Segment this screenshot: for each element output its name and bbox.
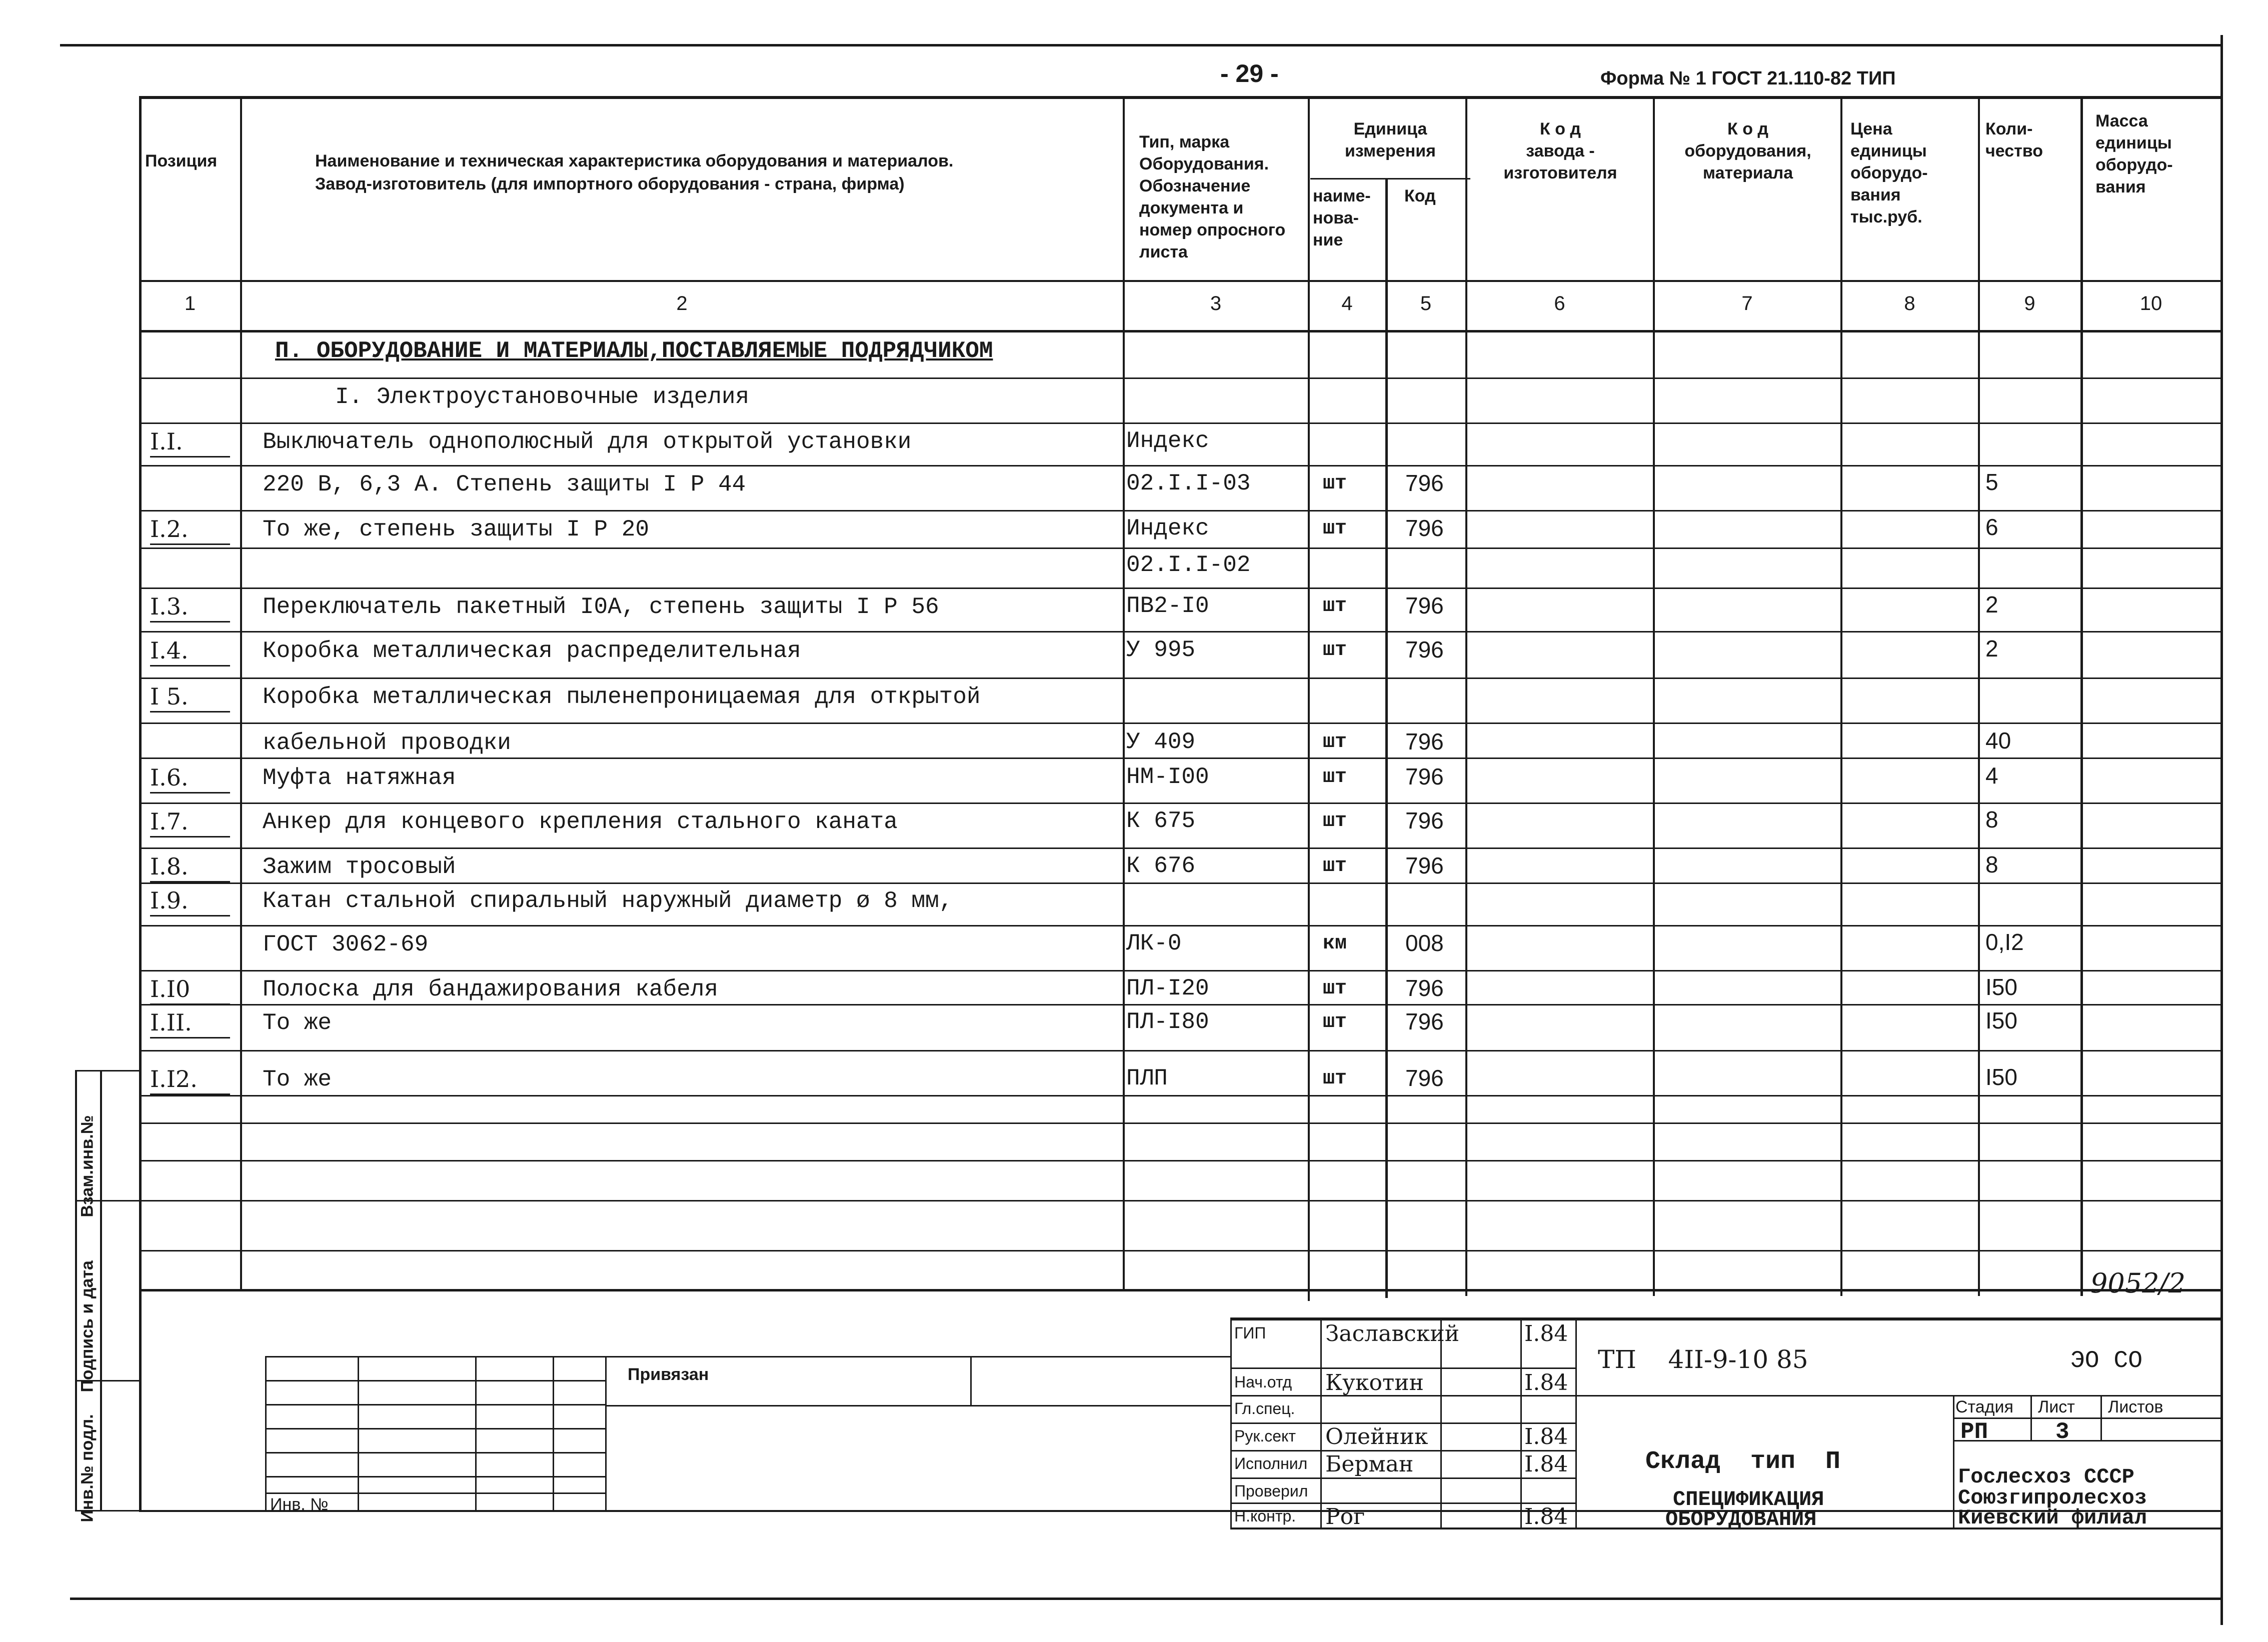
row-position: I.7. (150, 808, 189, 835)
row-name: П. ОБОРУДОВАНИЕ И МАТЕРИАЛЫ,ПОСТАВЛЯЕМЫЕ ПОДРЯДЧИКОМ (275, 338, 993, 364)
position-underline (150, 915, 230, 916)
row-divider (139, 925, 2220, 926)
row-type: ПЛП (1126, 1066, 1168, 1092)
page-number: - 29 - (1220, 60, 1279, 88)
row-unit-code: 796 (1405, 1065, 1444, 1091)
side-label-sign-date: Подпись и дата (78, 1260, 97, 1392)
position-underline (150, 1004, 230, 1005)
colnum-2: 2 (676, 292, 688, 314)
row-position: I.9. (150, 887, 189, 914)
row-quantity: 8 (1985, 852, 1998, 878)
row-name: То же (263, 1066, 332, 1092)
header-unit-name: наиме- нова- ние (1313, 186, 1371, 250)
row-name: кабельной проводки (263, 730, 511, 756)
colnum-1: 1 (184, 292, 196, 314)
signature-role: Проверил (1234, 1482, 1308, 1500)
signature-date: I.84 (1524, 1321, 1568, 1346)
label-stage: Стадия (1955, 1398, 2013, 1416)
row-divider (139, 722, 2220, 724)
row-unit: шт (1323, 766, 1347, 788)
signature-role: Исполнил (1234, 1454, 1308, 1472)
row-unit: шт (1323, 978, 1347, 1000)
row-type: К 675 (1126, 808, 1196, 834)
row-quantity: I50 (1985, 974, 2017, 1000)
row-unit-code: 796 (1405, 470, 1444, 496)
row-divider (139, 678, 2220, 679)
row-position: I.8. (150, 853, 189, 880)
row-unit: шт (1323, 810, 1347, 832)
row-divider (139, 1095, 2220, 1096)
row-unit-code: 796 (1405, 728, 1444, 754)
position-underline (150, 1037, 230, 1038)
row-name: 220 В, 6,3 А. Степень защиты I Р 44 (263, 472, 746, 498)
row-unit-code: 796 (1405, 764, 1444, 790)
row-type: ЛК-0 (1126, 930, 1182, 956)
colnum-9: 9 (2024, 292, 2035, 314)
row-divider (139, 548, 2220, 549)
row-unit: шт (1323, 472, 1347, 495)
sheet-value: 3 (2055, 1419, 2069, 1445)
position-underline (150, 544, 230, 545)
row-name: Зажим тросовый (263, 854, 456, 880)
row-quantity: 2 (1985, 592, 1998, 618)
header-position: Позиция (145, 152, 218, 170)
row-unit-code: 796 (1405, 1008, 1444, 1034)
row-quantity: 2 (1985, 636, 1998, 662)
colnum-10: 10 (2139, 292, 2162, 314)
org-line3: Киевский филиал (1958, 1506, 2147, 1530)
signature-name: Олейник (1325, 1424, 1428, 1450)
row-divider (139, 970, 2220, 972)
label-sheets: Листов (2108, 1398, 2163, 1416)
row-name: Выключатель однополюсный для открытой установки (263, 429, 912, 455)
row-divider (139, 588, 2220, 589)
row-name: Муфта натяжная (263, 765, 456, 791)
row-name: Катан стальной спиральный наружный диаметр ø 8 мм, (263, 888, 953, 914)
org-line1: Гослесхоз СССР (1958, 1465, 2134, 1489)
row-quantity: 4 (1985, 762, 1998, 788)
row-position: I.I2. (150, 1066, 198, 1092)
row-type: ПЛ-I20 (1126, 976, 1209, 1002)
position-underline (150, 836, 230, 838)
row-position: I.4. (150, 637, 189, 664)
row-divider (139, 465, 2220, 466)
row-unit: шт (1323, 1011, 1347, 1034)
row-quantity: 0,I2 (1985, 929, 2024, 955)
signature-name: Заславский (1325, 1321, 1460, 1346)
row-divider (139, 378, 2220, 379)
row-unit: шт (1323, 595, 1347, 618)
title-object: Склад тип П (1645, 1448, 1841, 1476)
signature-role: ГИП (1234, 1324, 1266, 1342)
header-type: Тип, марка Оборудования. Обозначение документа и номер опросного листа (1139, 132, 1286, 262)
row-type: К 676 (1126, 853, 1196, 879)
signature-name: Кукотин (1325, 1370, 1424, 1396)
colnum-7: 7 (1741, 292, 1753, 314)
row-unit-code: 796 (1405, 515, 1444, 541)
page-top-border (60, 44, 2220, 46)
signature-role: Гл.спец. (1234, 1400, 1295, 1418)
header-unit: Единица измерения (1345, 120, 1436, 160)
row-position: I.2. (150, 516, 189, 542)
org-line2: Союзгипролесхоз (1958, 1486, 2147, 1510)
row-unit-code: 796 (1405, 592, 1444, 618)
signature-role: Нач.отд (1234, 1373, 1292, 1391)
colnum-6: 6 (1554, 292, 1565, 314)
header-name-line2: Завод-изготовитель (для импортного оборудования - страна, фирма) (315, 174, 905, 194)
row-name: ГОСТ 3062-69 (263, 932, 429, 958)
title-doc-line1: СПЕЦИФИКАЦИЯ (1673, 1488, 1824, 1512)
row-unit: шт (1323, 1068, 1347, 1090)
row-position: I.3. (150, 593, 189, 620)
doc-reference: 9052/2 (2090, 1268, 2185, 1299)
colnum-4: 4 (1341, 292, 1353, 314)
row-name: I. Электроустановочные изделия (335, 384, 750, 410)
row-type: У 995 (1126, 637, 1196, 663)
header-mass: Масса единицы оборудо- вания (2095, 112, 2173, 196)
row-divider (139, 882, 2220, 884)
project-number: ТП 4II-9-10 85 (1598, 1345, 1808, 1374)
row-quantity: 6 (1985, 514, 1998, 540)
row-type: Индекс (1126, 428, 1209, 454)
row-quantity: 5 (1985, 469, 1998, 495)
row-type: НМ-I00 (1126, 764, 1209, 790)
row-unit: шт (1323, 518, 1347, 540)
signature-date: I.84 (1524, 1370, 1568, 1396)
row-divider (139, 802, 2220, 804)
row-position: I.II. (150, 1009, 192, 1036)
row-unit: шт (1323, 639, 1347, 662)
row-divider (139, 422, 2220, 424)
row-divider (139, 631, 2220, 632)
row-name: Анкер для концевого крепления стального каната (263, 809, 898, 835)
side-label-inv-orig: Инв.№ подл. (78, 1414, 97, 1522)
row-position: I.I0 (150, 976, 191, 1002)
row-unit-code: 796 (1405, 975, 1444, 1001)
label-privyazan: Привязан (628, 1365, 709, 1384)
doc-mark: ЭО СО (2070, 1348, 2143, 1374)
row-name: Переключатель пакетный I0А, степень защиты I Р 56 (263, 594, 939, 620)
position-underline (150, 665, 230, 666)
header-name-line1: Наименование и техническая характеристика оборудования и материалов. (315, 152, 954, 170)
row-quantity: 8 (1985, 806, 1998, 832)
stage-value: РП (1960, 1419, 1988, 1445)
row-quantity: 40 (1985, 728, 2011, 754)
row-type: 02.I.I-02 (1126, 552, 1251, 578)
row-unit-code: 796 (1405, 808, 1444, 834)
row-divider (139, 1050, 2220, 1052)
row-name: Коробка металлическая пыленепроницаемая для открытой (263, 684, 981, 710)
position-underline (150, 621, 230, 622)
row-quantity: I50 (1985, 1008, 2017, 1034)
label-inv-no: Инв. № (270, 1495, 329, 1514)
signature-date: I.84 (1524, 1424, 1568, 1450)
form-label: Форма № 1 ГОСТ 21.110-82 ТИП (1600, 68, 1896, 89)
row-position: I.6. (150, 764, 189, 791)
row-type: Индекс (1126, 516, 1209, 542)
row-divider (139, 848, 2220, 849)
signature-name: Рог (1325, 1504, 1365, 1530)
row-type: 02.I.I-03 (1126, 470, 1251, 496)
row-unit: шт (1323, 855, 1347, 878)
colnum-8: 8 (1904, 292, 1915, 314)
colnum-3: 3 (1210, 292, 1222, 314)
side-label-inv-replace: Взам.инв.№ (78, 1115, 97, 1218)
page-right-border (2220, 35, 2223, 1625)
row-position: I.I. (150, 428, 183, 455)
row-type: У 409 (1126, 729, 1196, 755)
row-name: То же (263, 1010, 332, 1036)
row-name: Полоска для бандажирования кабеля (263, 976, 718, 1002)
row-type: ПВ2-I0 (1126, 593, 1209, 619)
row-unit: шт (1323, 731, 1347, 754)
header-material-code: К о д оборудования, материала (1684, 120, 1811, 182)
signature-date: I.84 (1524, 1504, 1568, 1530)
row-divider (139, 758, 2220, 759)
row-position: I 5. (150, 683, 189, 710)
signature-name: Берман (1325, 1452, 1414, 1477)
header-price: Цена единицы оборудо- вания тыс.руб. (1850, 120, 1928, 226)
position-underline (150, 711, 230, 712)
header-factory-code: К о д завода - изготовителя (1503, 120, 1617, 182)
signature-date: I.84 (1524, 1452, 1568, 1477)
row-type: ПЛ-I80 (1126, 1009, 1209, 1035)
row-divider (139, 1004, 2220, 1006)
header-unit-code: Код (1404, 186, 1436, 206)
colnum-5: 5 (1420, 292, 1432, 314)
position-underline (150, 1094, 230, 1095)
row-unit-code: 796 (1405, 852, 1444, 878)
row-unit-code: 008 (1405, 930, 1444, 956)
page-bottom-border (70, 1598, 2220, 1600)
row-quantity: I50 (1985, 1064, 2017, 1090)
title-doc-line2: ОБОРУДОВАНИЯ (1665, 1508, 1817, 1532)
signature-role: Н.контр. (1234, 1507, 1296, 1525)
position-underline (150, 881, 230, 882)
row-name: То же, степень защиты I Р 20 (263, 516, 649, 542)
row-name: Коробка металлическая распределительная (263, 638, 801, 664)
position-underline (150, 792, 230, 794)
signature-role: Рук.сект (1234, 1427, 1296, 1445)
row-unit: км (1323, 932, 1347, 955)
row-divider (139, 510, 2220, 512)
header-quantity: Коли- чество (1985, 120, 2043, 160)
label-sheet: Лист (2038, 1398, 2075, 1416)
row-unit-code: 796 (1405, 636, 1444, 662)
position-underline (150, 456, 230, 458)
